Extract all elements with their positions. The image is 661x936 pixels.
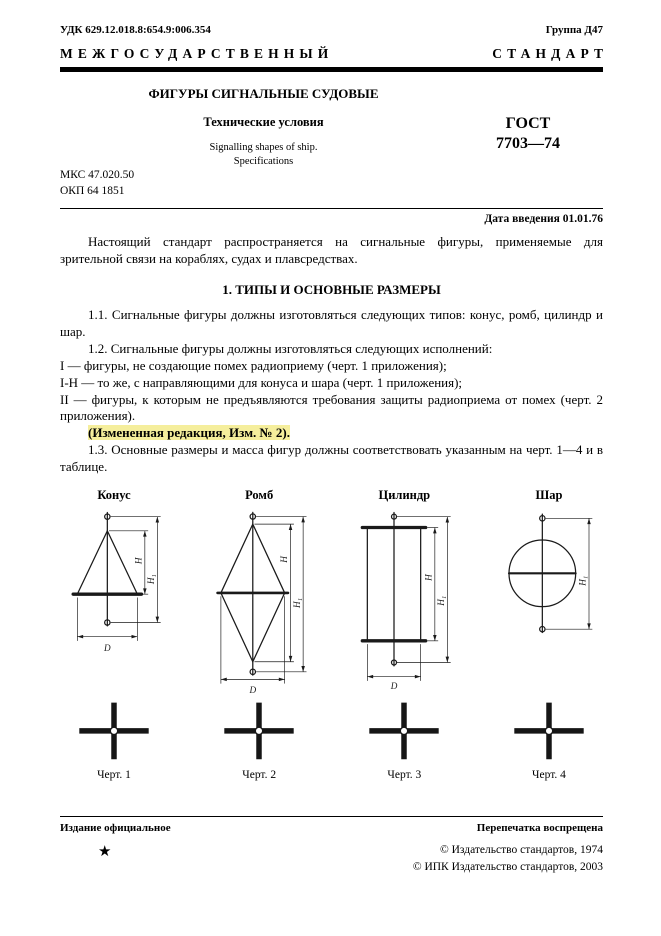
group-code: Группа Д47 [545,24,603,36]
figure-rhombus-name: Ромб [245,488,274,502]
cone-dim-h1: H₁ [146,574,156,585]
standard-word-2: СТАНДАРТ [492,46,609,61]
horizontal-rule-bottom [60,816,603,817]
figure-ball-caption: Черт. 4 [532,769,566,781]
page-footer [60,816,603,877]
document-title: ФИГУРЫ СИГНАЛЬНЫЕ СУДОВЫЕ [148,86,379,101]
rhombus-dim-h1: H₁ [291,598,302,608]
figure-rhombus-caption: Черт. 2 [242,769,277,781]
paragraph-1-1: 1.1. Сигнальные фигуры должны изготовляться следующих типов: конус, ромб, цилиндр и шар. [60,307,603,339]
figure-cylinder-caption: Черт. 3 [387,769,422,781]
figure-cone-caption: Черт. 1 [97,769,131,781]
figure-rhombus [209,488,310,781]
mks-code: МКС 47.020.50 [60,169,135,182]
standard-word-1: МЕЖГОСУДАРСТВЕННЫЙ [60,46,334,61]
figure-ball [499,488,599,781]
date-value: 01.01.76 [562,213,603,226]
rhombus-drawing [209,509,310,697]
figures-row [60,488,603,781]
list-item-II: II — фигуры, к которым не предъявляются требования защиты радиоприема от помех (черт. 2 приложения). [60,391,603,424]
top-codes-row [60,24,603,36]
ball-dim-h1: H₁ [577,575,588,586]
star-icon: ★ [98,843,112,860]
footer-notices [60,822,603,834]
gost-label: ГОСТ [505,115,551,132]
reprint-forbidden-label: Перепечатка воспрещена [476,821,603,834]
figure-cylinder-name: Цилиндр [378,488,431,502]
gost-number: 7703—74 [496,135,560,152]
amendment-note [60,425,603,442]
figure-cone-name: Конус [97,488,131,502]
cylinder-dim-h: H [423,574,434,581]
amendment-highlight: (Измененная редакция, Изм. № 2). [88,425,290,441]
rhombus-dim-h: H [278,556,289,563]
cylinder-dim-d: D [391,681,398,691]
rhombus-top-view-cross [217,697,301,763]
figure-ball-name: Шар [535,488,563,502]
title-left [60,86,453,168]
paragraph-1-3: 1.3. Основные размеры и масса фигур должны соответствовать указанным на черт. 1—4 и в таблице. [60,442,603,475]
paragraph-1-2: 1.2. Сигнальные фигуры должны изготовляться следующих исполнений: [88,340,493,356]
figure-cylinder [354,488,454,781]
gost-designation [453,86,603,168]
document-subtitle: Технические условия [203,115,324,129]
document-subtitle-en [74,141,453,168]
copyright-2003: © ИПК Издательство стандартов, 2003 [412,860,603,873]
scope-paragraph: Настоящий стандарт распространяется на сигнальные фигуры, применяемые для зрительной связи на кораблях, судах и плавсредствах. [60,234,603,267]
official-edition-label: Издание официальное [60,821,171,834]
okp-code: ОКП 64 1851 [60,184,125,197]
figure-cone [64,488,164,781]
copyright-1974: © Издательство стандартов, 1974 [439,843,603,856]
list-item-I: I — фигуры, не создающие помех радиоприему (черт. 1 приложения); [60,357,447,373]
section-heading: 1. ТИПЫ И ОСНОВНЫЕ РАЗМЕРЫ [222,282,441,298]
date-label: Дата введения [484,213,560,226]
title-block [60,86,603,168]
list-item-I-N: I-Н — то же, с направляющими для конуса и шара (черт. 1 приложения); [60,374,463,390]
classification-codes [60,168,603,199]
cone-drawing [64,509,164,661]
footer-bottom [60,842,603,877]
cone-top-view-cross [72,697,156,763]
divider-bar [60,67,603,72]
horizontal-rule-top [60,208,603,209]
cylinder-dim-h1: H₁ [436,595,447,606]
ball-drawing [499,509,599,641]
copyright-block [413,842,603,877]
subtitle-en-line2: Specifications [233,155,294,167]
cylinder-top-view-cross [362,697,446,763]
cone-dim-d: D [104,642,111,653]
subtitle-en-line1: Signalling shapes of ship. [209,142,318,153]
rhombus-dim-d: D [249,684,256,695]
cylinder-drawing [354,509,454,691]
udk-code: УДК 629.12.018.8:654.9:006.354 [60,24,211,36]
standard-type-heading [60,46,609,62]
cone-dim-h: H [133,557,144,565]
ball-top-view-cross [507,697,591,763]
introduction-date [60,213,603,225]
